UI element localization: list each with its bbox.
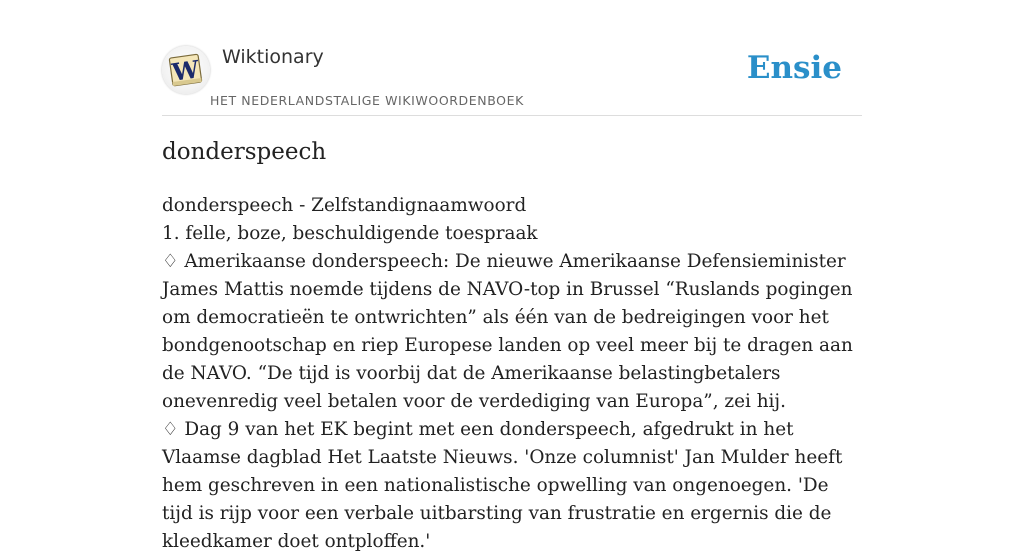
entry-line-example-2: ♢ Dag 9 van het EK begint met een donderspeech, afgedrukt in het Vlaamse dagblad Het Laatste Nieuws. 'Onze columnist' Jan Mulder heeft hem geschreven in een nationalistische opwelling van ongenoegen. 'De tijd is rijp voor een verbale uitbarsting van frustratie en ergernis die de kleedkamer doet ontploffen.' bbox=[162, 419, 843, 552]
page-title: donderspeech bbox=[162, 139, 327, 165]
wiktionary-logo-icon[interactable] bbox=[162, 46, 210, 94]
page bbox=[162, 0, 862, 552]
svg-text:W: W bbox=[170, 54, 201, 87]
entry-content bbox=[162, 192, 862, 556]
site-tagline: HET NEDERLANDSTALIGE WIKIWOORDENBOEK bbox=[210, 93, 524, 108]
entry-line-example-1: ♢ Amerikaanse donderspeech: De nieuwe Amerikaanse Defensieminister James Mattis noemde tijdens de NAVO-top in Brussel “Ruslands pogingen om democratieën te ontwrichten” als één van de bedreigingen voor het bondgenootschap en riep Europese landen op veel meer bij te dragen aan de NAVO. “De tijd is voorbij dat de Amerikaanse belastingbetalers onevenredig veel betalen voor de verdediging van Europa”, zei hij. bbox=[162, 251, 853, 412]
header-divider bbox=[162, 115, 862, 116]
site-name[interactable]: Wiktionary bbox=[222, 46, 324, 68]
ensie-brand-link[interactable]: Ensie bbox=[746, 50, 842, 86]
wiktionary-logo-graphic bbox=[162, 46, 210, 94]
entry-line-definition: 1. felle, boze, beschuldigende toespraak bbox=[162, 223, 538, 244]
entry-line-pos: donderspeech - Zelfstandignaamwoord bbox=[162, 195, 527, 216]
